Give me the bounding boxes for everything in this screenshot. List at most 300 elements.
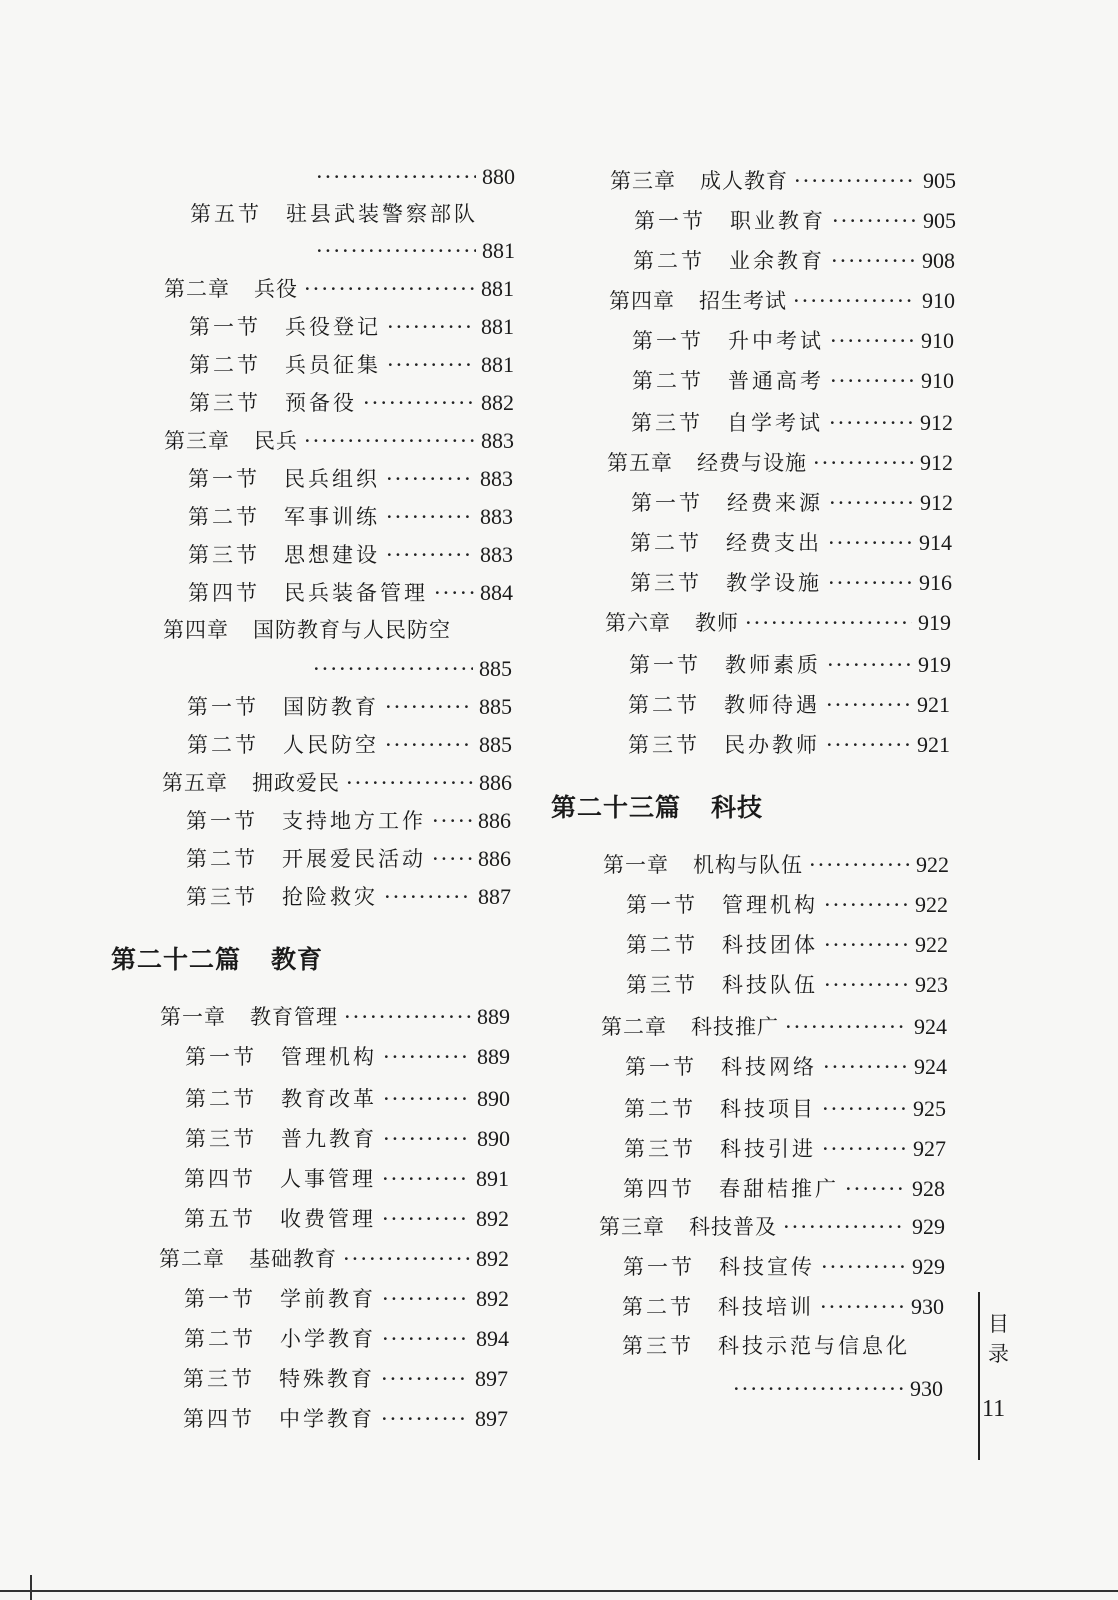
section-title: 教师待遇 bbox=[724, 693, 820, 717]
section-number: 第一节 bbox=[185, 1045, 257, 1069]
toc-entry-chapter[interactable] bbox=[609, 290, 955, 312]
dot-leader bbox=[822, 1099, 907, 1120]
toc-entry-section[interactable] bbox=[186, 848, 511, 870]
toc-entry-section[interactable] bbox=[185, 1128, 510, 1150]
dot-leader bbox=[382, 1169, 470, 1190]
toc-entry-section[interactable] bbox=[185, 1088, 510, 1110]
section-title: 特殊教育 bbox=[279, 1367, 375, 1391]
section-title: 收费管理 bbox=[280, 1207, 376, 1231]
page-ref: 892 bbox=[476, 1286, 509, 1311]
section-label bbox=[185, 1129, 377, 1150]
toc-entry-section[interactable] bbox=[631, 412, 953, 434]
toc-entry-section[interactable] bbox=[189, 316, 514, 338]
dot-leader bbox=[829, 413, 914, 434]
section-title: 科技培训 bbox=[718, 1295, 814, 1319]
page-ref: 930 bbox=[910, 1376, 943, 1401]
page-ref: 912 bbox=[920, 410, 953, 435]
page-number: 11 bbox=[982, 1396, 1006, 1422]
chapter-number: 第一章 bbox=[160, 1005, 226, 1029]
page-ref: 910 bbox=[921, 328, 954, 353]
part-number: 第二十三篇 bbox=[551, 793, 682, 822]
page-ref: 927 bbox=[913, 1136, 946, 1161]
section-number: 第三节 bbox=[628, 733, 700, 757]
section-number: 第五节 bbox=[190, 202, 262, 226]
dot-leader bbox=[794, 171, 917, 192]
page-ref: 886 bbox=[478, 846, 511, 871]
page-ref: 921 bbox=[917, 692, 950, 717]
page-ref: 928 bbox=[912, 1176, 945, 1201]
toc-entry-section[interactable] bbox=[189, 392, 514, 414]
toc-entry-chapter[interactable] bbox=[601, 1016, 947, 1038]
section-title: 抢险救灾 bbox=[282, 885, 378, 909]
chapter-label bbox=[162, 773, 340, 794]
section-number: 第三节 bbox=[630, 571, 702, 595]
page-ref: 922 bbox=[915, 892, 948, 917]
dot-leader bbox=[316, 167, 476, 188]
section-label bbox=[633, 251, 825, 272]
dot-leader bbox=[381, 1369, 469, 1390]
section-title: 科技示范与信息化 bbox=[718, 1334, 910, 1358]
toc-entry-chapter[interactable] bbox=[603, 854, 949, 876]
section-label bbox=[189, 355, 381, 376]
dot-leader bbox=[382, 1209, 470, 1230]
dot-leader bbox=[432, 811, 472, 832]
section-number: 第一节 bbox=[623, 1255, 695, 1279]
dot-leader bbox=[824, 975, 909, 996]
section-number: 第二节 bbox=[624, 1097, 696, 1121]
chapter-label bbox=[609, 291, 787, 312]
section-title: 普通高考 bbox=[728, 369, 824, 393]
toc-entry-section[interactable] bbox=[630, 572, 952, 594]
section-number: 第三节 bbox=[622, 1334, 694, 1358]
section-number: 第二节 bbox=[632, 369, 704, 393]
toc-entry-section[interactable] bbox=[183, 1368, 508, 1390]
toc-entry-continuation[interactable] bbox=[310, 240, 515, 262]
section-label bbox=[189, 317, 381, 338]
section-number: 第一节 bbox=[626, 893, 698, 917]
section-label bbox=[184, 1289, 376, 1310]
section-label bbox=[623, 1179, 839, 1200]
section-title: 中学教育 bbox=[279, 1407, 375, 1431]
dot-leader bbox=[745, 613, 912, 634]
dot-leader bbox=[831, 251, 916, 272]
page-ref: 883 bbox=[481, 428, 514, 453]
page-ref: 890 bbox=[477, 1126, 510, 1151]
section-label bbox=[187, 735, 379, 756]
section-number: 第三节 bbox=[188, 543, 260, 567]
page-ref: 881 bbox=[481, 352, 514, 377]
page-ref: 929 bbox=[912, 1254, 945, 1279]
section-title: 国防教育 bbox=[283, 695, 379, 719]
section-title: 思想建设 bbox=[284, 543, 380, 567]
side-label-mu: 目 bbox=[988, 1312, 1009, 1336]
chapter-label bbox=[160, 1007, 338, 1028]
dot-leader bbox=[822, 1139, 907, 1160]
toc-entry-section[interactable] bbox=[630, 532, 952, 554]
toc-entry-section[interactable] bbox=[186, 886, 511, 908]
toc-entry-section[interactable] bbox=[184, 1328, 509, 1350]
dot-leader bbox=[387, 355, 475, 376]
section-number: 第三节 bbox=[185, 1127, 257, 1151]
toc-entry-section[interactable] bbox=[628, 734, 950, 756]
chapter-label bbox=[164, 279, 298, 300]
section-title: 经费支出 bbox=[726, 531, 822, 555]
section-label bbox=[188, 545, 380, 566]
dot-leader bbox=[386, 545, 474, 566]
toc-entry-section[interactable] bbox=[187, 696, 512, 718]
section-number: 第一节 bbox=[184, 1287, 256, 1311]
dot-leader bbox=[830, 371, 915, 392]
section-title: 教师素质 bbox=[725, 653, 821, 677]
dot-leader bbox=[845, 1179, 906, 1200]
chapter-title: 经费与设施 bbox=[697, 451, 807, 475]
toc-entry-section[interactable] bbox=[624, 1098, 946, 1120]
chapter-number: 第五章 bbox=[162, 771, 228, 795]
toc-entry-section[interactable] bbox=[626, 934, 948, 956]
dot-leader bbox=[434, 583, 474, 604]
section-label bbox=[183, 1369, 375, 1390]
section-label bbox=[630, 573, 822, 594]
dot-leader bbox=[383, 1089, 471, 1110]
toc-entry-section[interactable] bbox=[634, 210, 956, 232]
section-title: 经费来源 bbox=[727, 491, 823, 515]
section-label bbox=[624, 1099, 816, 1120]
section-label bbox=[188, 507, 380, 528]
section-number: 第二节 bbox=[186, 847, 258, 871]
dot-leader bbox=[830, 331, 915, 352]
dot-leader bbox=[382, 1289, 470, 1310]
toc-entry-chapter[interactable] bbox=[599, 1216, 945, 1238]
toc-entry-section[interactable] bbox=[186, 810, 511, 832]
dot-leader bbox=[386, 507, 474, 528]
toc-entry-section[interactable] bbox=[188, 582, 513, 604]
toc-entry-section[interactable] bbox=[624, 1138, 946, 1160]
page-ref: 930 bbox=[911, 1294, 944, 1319]
toc-entry-section[interactable] bbox=[625, 1056, 947, 1078]
section-title: 科技网络 bbox=[721, 1055, 817, 1079]
dot-leader bbox=[313, 659, 473, 680]
dot-leader bbox=[829, 493, 914, 514]
page-ref: 887 bbox=[478, 884, 511, 909]
toc-entry-chapter[interactable] bbox=[162, 772, 512, 794]
page-ref: 924 bbox=[914, 1014, 947, 1039]
section-number: 第二节 bbox=[184, 1327, 256, 1351]
section-title: 管理机构 bbox=[281, 1045, 377, 1069]
page-ref: 912 bbox=[920, 490, 953, 515]
chapter-number: 第五章 bbox=[607, 451, 673, 475]
page-ref: 892 bbox=[476, 1246, 509, 1271]
section-title: 春甜桔推广 bbox=[719, 1177, 839, 1201]
section-label bbox=[626, 935, 818, 956]
section-label bbox=[184, 1329, 376, 1350]
section-label bbox=[189, 393, 357, 414]
page-ref: 881 bbox=[481, 276, 514, 301]
section-label bbox=[632, 331, 824, 352]
section-number: 第一节 bbox=[631, 491, 703, 515]
chapter-title: 教育管理 bbox=[250, 1005, 338, 1029]
section-label bbox=[630, 533, 822, 554]
section-number: 第三节 bbox=[189, 391, 261, 415]
section-label bbox=[188, 583, 428, 604]
page-ref: 897 bbox=[475, 1366, 508, 1391]
section-label bbox=[623, 1257, 815, 1278]
section-title: 民兵组织 bbox=[284, 467, 380, 491]
dot-leader bbox=[304, 279, 475, 300]
part-title: 教育 bbox=[271, 945, 324, 974]
section-title: 科技团体 bbox=[722, 933, 818, 957]
part-heading bbox=[111, 940, 323, 976]
toc-entry-section[interactable] bbox=[188, 544, 513, 566]
section-title: 科技队伍 bbox=[722, 973, 818, 997]
scan-edge-mark bbox=[30, 1575, 32, 1600]
dot-leader bbox=[826, 735, 911, 756]
page-ref: 889 bbox=[477, 1044, 510, 1069]
section-title: 职业教育 bbox=[730, 209, 826, 233]
toc-entry-continuation[interactable] bbox=[307, 658, 512, 680]
section-title: 军事训练 bbox=[284, 505, 380, 529]
toc-entry-section[interactable] bbox=[188, 468, 513, 490]
dot-leader bbox=[821, 1257, 906, 1278]
dot-leader bbox=[733, 1379, 904, 1400]
section-label bbox=[626, 975, 818, 996]
page-ref: 883 bbox=[480, 504, 513, 529]
section-label bbox=[628, 735, 820, 756]
section-number: 第一节 bbox=[625, 1055, 697, 1079]
section-label bbox=[186, 811, 426, 832]
page-ref: 890 bbox=[477, 1086, 510, 1111]
page-ref: 919 bbox=[918, 610, 951, 635]
dot-leader bbox=[785, 1017, 908, 1038]
dot-leader bbox=[783, 1217, 906, 1238]
section-title: 升中考试 bbox=[728, 329, 824, 353]
chapter-label bbox=[605, 613, 739, 634]
page-ref: 923 bbox=[915, 972, 948, 997]
section-label bbox=[625, 1057, 817, 1078]
section-title: 科技项目 bbox=[720, 1097, 816, 1121]
scan-edge-line bbox=[0, 1590, 1118, 1592]
page-ref: 885 bbox=[479, 694, 512, 719]
section-number: 第一节 bbox=[186, 809, 258, 833]
page-ref: 889 bbox=[477, 1004, 510, 1029]
toc-entry-continuation[interactable] bbox=[310, 166, 515, 188]
page-ref: 914 bbox=[919, 530, 952, 555]
chapter-number: 第二章 bbox=[601, 1015, 667, 1039]
dot-leader bbox=[363, 393, 475, 414]
toc-entry-section[interactable] bbox=[629, 654, 951, 676]
chapter-number: 第三章 bbox=[599, 1215, 665, 1239]
section-title: 人事管理 bbox=[280, 1167, 376, 1191]
section-label bbox=[190, 204, 478, 225]
page-ref: 929 bbox=[912, 1214, 945, 1239]
chapter-number: 第二章 bbox=[164, 277, 230, 301]
toc-entry-chapter[interactable] bbox=[607, 452, 953, 474]
section-number: 第二节 bbox=[187, 733, 259, 757]
toc-entry-section[interactable] bbox=[632, 370, 954, 392]
section-label bbox=[629, 655, 821, 676]
chapter-title: 招生考试 bbox=[699, 289, 787, 313]
toc-entry-section[interactable] bbox=[183, 1408, 508, 1430]
page-ref: 881 bbox=[481, 314, 514, 339]
page-ref: 881 bbox=[482, 238, 515, 263]
toc-entry-chapter[interactable] bbox=[610, 170, 956, 192]
toc-entry-section[interactable] bbox=[187, 734, 512, 756]
page-ref: 894 bbox=[476, 1326, 509, 1351]
dot-leader bbox=[793, 291, 916, 312]
toc-entry-section[interactable] bbox=[628, 694, 950, 716]
section-label bbox=[183, 1409, 375, 1430]
chapter-title: 拥政爱民 bbox=[252, 771, 340, 795]
dot-leader bbox=[343, 1249, 470, 1270]
page-ref: 886 bbox=[479, 770, 512, 795]
chapter-label bbox=[603, 855, 803, 876]
dot-leader bbox=[828, 573, 913, 594]
toc-entry-chapter[interactable] bbox=[159, 1248, 509, 1270]
page-ref: 912 bbox=[920, 450, 953, 475]
toc-entry-section[interactable] bbox=[184, 1168, 509, 1190]
section-number: 第四节 bbox=[184, 1167, 256, 1191]
section-number: 第一节 bbox=[629, 653, 701, 677]
chapter-number: 第三章 bbox=[164, 429, 230, 453]
section-title: 民办教师 bbox=[724, 733, 820, 757]
dot-leader bbox=[304, 431, 475, 452]
page-ref: 908 bbox=[922, 248, 955, 273]
page-ref: 885 bbox=[479, 732, 512, 757]
chapter-label bbox=[163, 620, 451, 641]
section-number: 第一节 bbox=[189, 315, 261, 339]
toc-entry-chapter[interactable] bbox=[605, 612, 951, 634]
page-ref: 905 bbox=[923, 208, 956, 233]
chapter-number: 第二章 bbox=[159, 1247, 225, 1271]
section-number: 第二节 bbox=[622, 1295, 694, 1319]
page-ref: 885 bbox=[479, 656, 512, 681]
section-number: 第二节 bbox=[188, 505, 260, 529]
dot-leader bbox=[383, 1047, 471, 1068]
part-heading bbox=[551, 788, 763, 824]
section-number: 第三节 bbox=[626, 973, 698, 997]
dot-leader bbox=[813, 453, 914, 474]
dot-leader bbox=[824, 935, 909, 956]
dot-leader bbox=[344, 1007, 471, 1028]
section-number: 第四节 bbox=[623, 1177, 695, 1201]
page-ref: 883 bbox=[480, 542, 513, 567]
chapter-title: 民兵 bbox=[254, 429, 298, 453]
section-title: 兵员征集 bbox=[285, 353, 381, 377]
section-number: 第五节 bbox=[184, 1207, 256, 1231]
dot-leader bbox=[827, 655, 912, 676]
section-title: 兵役登记 bbox=[285, 315, 381, 339]
toc-entry-section[interactable] bbox=[622, 1296, 944, 1318]
toc-entry-section[interactable] bbox=[623, 1256, 945, 1278]
section-number: 第一节 bbox=[632, 329, 704, 353]
chapter-label bbox=[601, 1017, 779, 1038]
section-label bbox=[186, 849, 426, 870]
section-number: 第三节 bbox=[183, 1367, 255, 1391]
page-ref: 883 bbox=[480, 466, 513, 491]
section-title: 开展爱民活动 bbox=[282, 847, 426, 871]
section-number: 第三节 bbox=[624, 1137, 696, 1161]
page-ref: 924 bbox=[914, 1054, 947, 1079]
toc-entry-section[interactable] bbox=[185, 1046, 510, 1068]
page-ref: 910 bbox=[921, 368, 954, 393]
chapter-number: 第四章 bbox=[163, 618, 229, 642]
dot-leader bbox=[828, 533, 913, 554]
toc-entry-section[interactable] bbox=[184, 1208, 509, 1230]
section-number: 第一节 bbox=[634, 209, 706, 233]
chapter-label bbox=[164, 431, 298, 452]
page-ref: 921 bbox=[917, 732, 950, 757]
toc-entry-section[interactable] bbox=[632, 330, 954, 352]
dot-leader bbox=[823, 1057, 908, 1078]
dot-leader bbox=[387, 317, 475, 338]
section-title: 支持地方工作 bbox=[282, 809, 426, 833]
toc-entry-section[interactable] bbox=[190, 204, 515, 225]
section-title: 普九教育 bbox=[281, 1127, 377, 1151]
chapter-title: 机构与队伍 bbox=[693, 853, 803, 877]
section-number: 第二节 bbox=[628, 693, 700, 717]
part-number: 第二十二篇 bbox=[111, 945, 242, 974]
toc-entry-section[interactable] bbox=[188, 506, 513, 528]
section-title: 教学设施 bbox=[726, 571, 822, 595]
section-label bbox=[622, 1297, 814, 1318]
page-ref: 880 bbox=[482, 164, 515, 189]
page-ref: 884 bbox=[480, 580, 513, 605]
page-ref: 916 bbox=[919, 570, 952, 595]
section-number: 第二节 bbox=[189, 353, 261, 377]
section-title: 科技引进 bbox=[720, 1137, 816, 1161]
toc-entry-section[interactable] bbox=[626, 894, 948, 916]
section-number: 第一节 bbox=[188, 467, 260, 491]
toc-entry-chapter[interactable] bbox=[164, 278, 514, 300]
dot-leader bbox=[381, 1409, 469, 1430]
toc-entry-section[interactable] bbox=[623, 1178, 945, 1200]
chapter-title: 兵役 bbox=[254, 277, 298, 301]
section-number: 第二节 bbox=[185, 1087, 257, 1111]
toc-entry-section[interactable] bbox=[633, 250, 955, 272]
toc-entry-section[interactable] bbox=[622, 1336, 944, 1357]
page-ref: 922 bbox=[916, 852, 949, 877]
part-title: 科技 bbox=[711, 793, 764, 822]
dot-leader bbox=[382, 1329, 470, 1350]
section-label bbox=[188, 469, 380, 490]
toc-entry-chapter[interactable] bbox=[163, 620, 513, 641]
toc-entry-section[interactable] bbox=[189, 354, 514, 376]
chapter-title: 国防教育与人民防空 bbox=[253, 618, 451, 642]
toc-entry-chapter[interactable] bbox=[160, 1006, 510, 1028]
chapter-number: 第一章 bbox=[603, 853, 669, 877]
page-ref: 925 bbox=[913, 1096, 946, 1121]
section-title: 管理机构 bbox=[722, 893, 818, 917]
toc-entry-section[interactable] bbox=[184, 1288, 509, 1310]
toc-entry-chapter[interactable] bbox=[164, 430, 514, 452]
section-title: 预备役 bbox=[285, 391, 357, 415]
chapter-number: 第四章 bbox=[609, 289, 675, 313]
section-title: 科技宣传 bbox=[719, 1255, 815, 1279]
dot-leader bbox=[385, 735, 473, 756]
section-title: 民兵装备管理 bbox=[284, 581, 428, 605]
toc-entry-section[interactable] bbox=[631, 492, 953, 514]
toc-entry-continuation[interactable] bbox=[727, 1378, 943, 1400]
chapter-label bbox=[607, 453, 807, 474]
section-number: 第二节 bbox=[626, 933, 698, 957]
side-label-lu: 录 bbox=[988, 1342, 1009, 1366]
dot-leader bbox=[384, 887, 472, 908]
section-number: 第一节 bbox=[187, 695, 259, 719]
toc-entry-section[interactable] bbox=[626, 974, 948, 996]
section-label bbox=[185, 1047, 377, 1068]
section-number: 第二节 bbox=[633, 249, 705, 273]
dot-leader bbox=[820, 1297, 905, 1318]
dot-leader bbox=[832, 211, 917, 232]
